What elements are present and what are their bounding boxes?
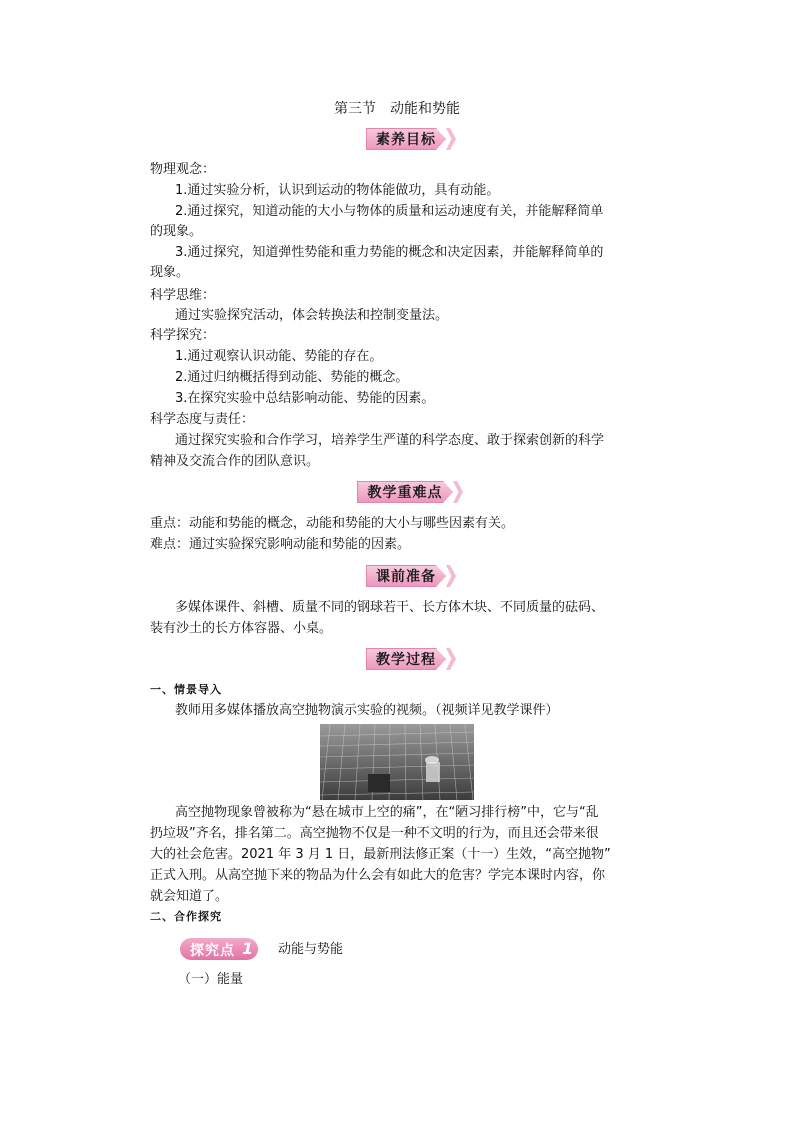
paragraph: 扔垃圾”齐名，排名第二。高空抛物不仅是一种不文明的行为，而且还会带来很: [150, 826, 599, 841]
intro-text: 教师用多媒体播放高空抛物演示实验的视频。（视频详见教学课件）: [175, 703, 559, 718]
banner-prep: 课前准备: [366, 565, 446, 587]
goal-item: 2.通过探究，知道动能的大小与物体的质量和运动速度有关，并能解释简单: [175, 204, 604, 219]
banner-key-points: 教学重难点: [357, 481, 453, 503]
paragraph: 高空抛物现象曾被称为“悬在城市上空的痛”，在“陋习排行榜”中，它与“乱: [175, 805, 599, 820]
thinking-heading: 科学思维：: [150, 288, 216, 303]
goal-item: 1.通过实验分析，认识到运动的物体能做功，具有动能。: [175, 183, 500, 198]
chevron-icon: [446, 648, 456, 670]
banner-goals: 素养目标: [366, 128, 446, 150]
section-heading: 二、合作探究: [150, 910, 222, 923]
inquiry-item: 3.在探究实验中总结影响动能、势能的因素。: [175, 391, 435, 406]
explore-number: 1: [242, 939, 254, 958]
chevron-icon: [446, 128, 456, 150]
goal-item-cont: 现象。: [150, 265, 190, 280]
banner-process: 教学过程: [366, 648, 446, 670]
difficulty: 难点：通过实验探究影响动能和势能的因素。: [150, 537, 411, 552]
explore-title: 动能与势能: [278, 942, 344, 957]
section-heading: 一、情景导入: [150, 683, 222, 696]
page-title: 第三节 动能和势能: [334, 101, 460, 117]
inquiry-item: 1.通过观察认识动能、势能的存在。: [175, 349, 383, 364]
key-point: 重点：动能和势能的概念，动能和势能的大小与哪些因素有关。: [150, 516, 515, 531]
video-thumbnail[interactable]: [320, 724, 474, 800]
attitude-heading: 科学态度与责任：: [150, 412, 255, 427]
chevron-icon: [446, 565, 456, 587]
paragraph: 就会知道了。: [150, 889, 229, 904]
chevron-icon: [453, 481, 463, 503]
prep-text-cont: 装有沙土的长方体容器、小桌。: [150, 621, 333, 636]
physics-heading: 物理观念：: [150, 162, 216, 177]
goal-item-cont: 的现象。: [150, 224, 203, 239]
subsection-heading: （一）能量: [178, 972, 244, 987]
attitude-text: 通过探究实验和合作学习，培养学生严谨的科学态度、敢于探索创新的科学: [175, 433, 605, 448]
inquiry-heading: 科学探究：: [150, 328, 216, 343]
inquiry-item: 2.通过归纳概括得到动能、势能的概念。: [175, 370, 409, 385]
paragraph: 正式入刑。从高空抛下来的物品为什么会有如此大的危害？学完本课时内容，你: [150, 868, 606, 883]
goal-item: 3.通过探究，知道弹性势能和重力势能的概念和决定因素，并能解释简单的: [175, 245, 604, 260]
paragraph: 大的社会危害。2021 年 3 月 1 日，最新刑法修正案（十一）生效，“高空抛物”: [150, 847, 611, 862]
explore-point-badge: 探究点 1: [180, 938, 260, 960]
attitude-text-cont: 精神及交流合作的团队意识。: [150, 454, 320, 469]
prep-text: 多媒体课件、斜槽、质量不同的钢球若干、长方体木块、不同质量的砝码、: [175, 600, 605, 615]
thinking-text: 通过实验探究活动，体会转换法和控制变量法。: [175, 308, 449, 323]
